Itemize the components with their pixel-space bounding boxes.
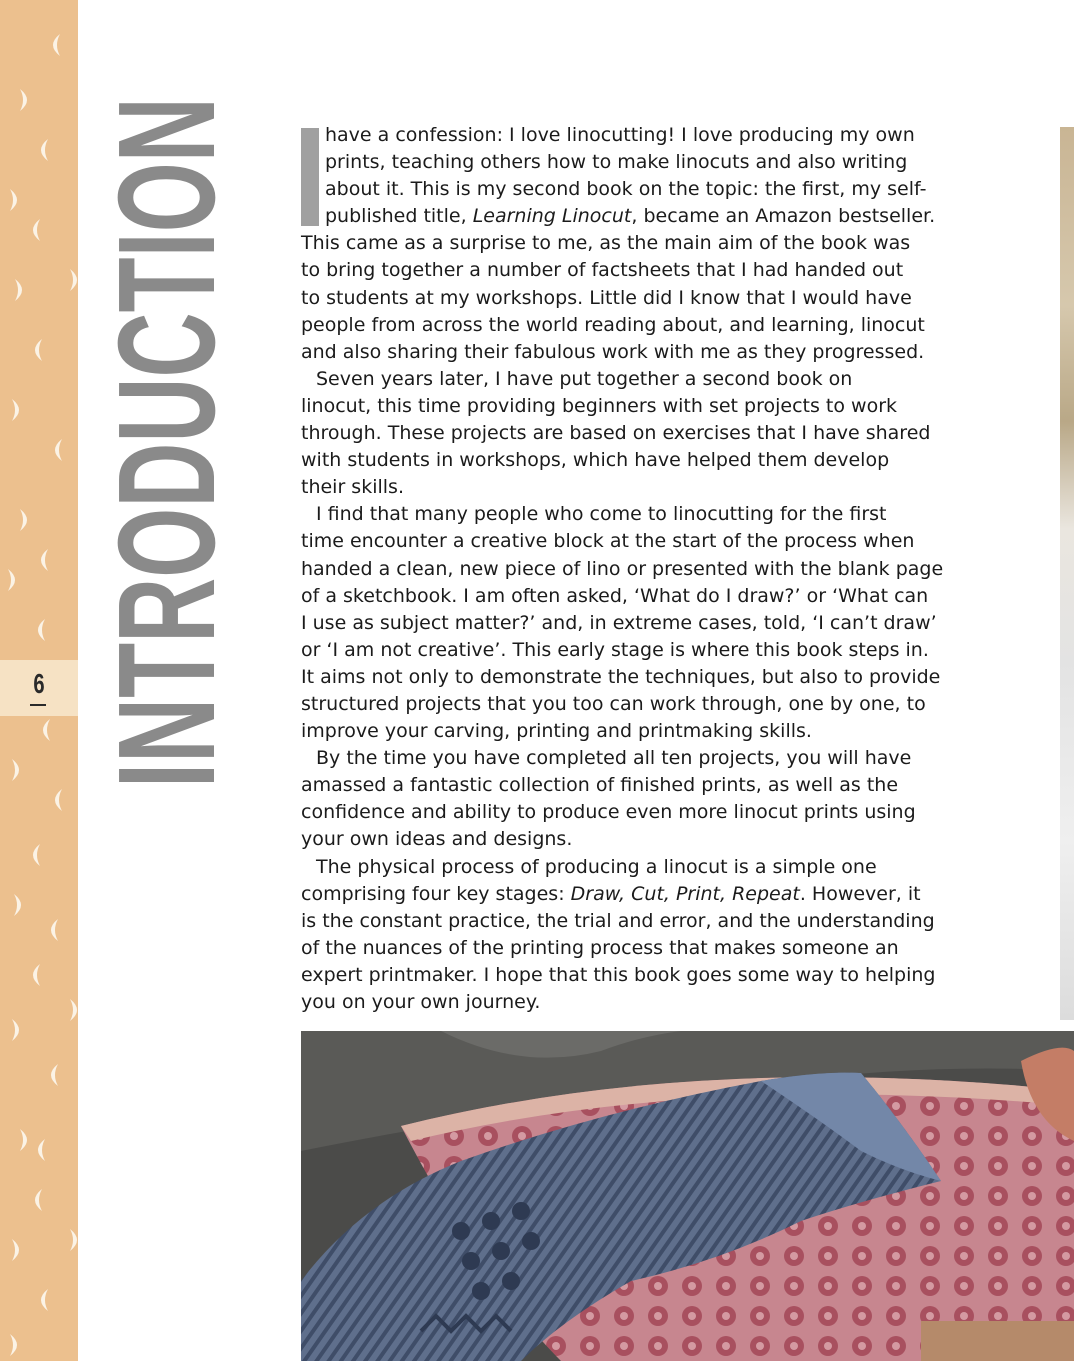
page-number-underline [30,704,46,706]
crescent-shape [33,219,40,241]
text-line [301,881,931,908]
book-title: Learning Linocut [472,205,632,228]
text-line: expert printmaker. I hope that this book goes some way to helping [301,963,936,986]
text-line: to bring together a number of factsheets that I had handed out [301,259,904,282]
crescent-shape [12,759,19,781]
paragraph-4 [301,745,931,853]
text-line: of a sketchbook. I am often asked, ‘What do I draw?’ or ‘What can [301,584,929,607]
paragraph-3 [301,501,944,745]
chapter-title [90,97,244,788]
crescent-shape [33,844,40,866]
crescent-shape [53,34,60,56]
text-segment: published title, [325,205,473,228]
four-stages: Draw, Cut, Print, Repeat [570,882,800,905]
text-segment: comprising four key stages: [301,882,571,905]
linocut-blocks-photo [301,1031,1074,1361]
text-line: with students in workshops, which have helped them develop [301,449,890,472]
crescent-shape [70,269,77,291]
chapter-title-text: INTRODUCTION [90,97,244,788]
crescent-shape [55,439,62,461]
text-line: This came as a surprise to me, as the main aim of the book was [301,232,911,255]
paragraph-2 [301,366,931,501]
text-line: your own ideas and designs. [301,828,573,851]
text-line: through. These projects are based on exercises that I have shared [301,422,931,445]
text-line: improve your carving, printing and printmaking skills. [301,720,812,743]
text-line: linocut, this time providing beginners with set projects to work [301,394,898,417]
crescent-shape [38,1139,45,1161]
crescent-shape [41,549,48,571]
text-line: their skills. [301,476,404,499]
text-line: you on your own journey. [301,991,541,1013]
crescent-shape [14,894,21,916]
text-segment: . However, it [799,882,921,905]
text-line: to students at my workshops. Little did I know that I would have [301,286,912,309]
crescent-shape [35,339,42,361]
linocut-photo-illustration [301,1031,1074,1361]
crescent-shape [35,1189,42,1211]
crescent-shape [10,1334,17,1356]
text-line: amassed a fantastic collection of finished prints, as well as the [301,774,899,797]
crescent-shape [55,789,62,811]
text-line: about it. This is my second book on the topic: the first, my self- [325,178,927,201]
text-line: have a confession: I love linocutting! I love producing my own [325,124,915,146]
text-line: I find that many people who come to linocutting for the first [316,503,887,526]
text-line: of the nuances of the printing process that makes someone an [301,936,899,959]
drop-cap [301,128,319,226]
crescent-shape [15,279,22,301]
text-line: and also sharing their fabulous work with me as they progressed. [301,340,925,363]
text-line: prints, teaching others how to make linocuts and also writing [325,151,908,174]
crescent-shape [20,89,27,111]
text-line: confidence and ability to produce even more linocut prints using [301,801,916,824]
crescent-shape [70,999,77,1021]
crescent-shape [43,719,50,741]
text-line: is the constant practice, the trial and error, and the understanding [301,909,935,932]
text-line: Seven years later, I have put together a second book on [316,367,853,390]
text-line: people from across the world reading about, and learning, linocut [301,313,925,336]
crescent-shape [8,569,15,591]
paragraph-1 [301,122,936,366]
text-line: structured projects that you too can work through, one by one, to [301,692,926,715]
text-line: handed a clean, new piece of lino or presented with the blank page [301,557,944,580]
crescent-shape [12,1239,19,1261]
text-line: I use as subject matter?’ and, in extreme cases, told, ‘I can’t draw’ [301,611,937,634]
facing-page-photo-edge [1060,127,1074,1020]
crescent-shape [51,919,58,941]
crescent-shape [10,189,17,211]
crescent-shape [12,399,19,421]
text-line: The physical process of producing a linocut is a simple one [316,855,877,878]
crescent-shape [41,139,48,161]
text-line: By the time you have completed all ten projects, you will have [316,747,912,770]
crescent-shape [20,509,27,531]
crescent-shape [33,964,40,986]
crescent-shape [51,1064,58,1086]
text-line: time encounter a creative block at the start of the process when [301,530,915,553]
crescent-shape [41,1289,48,1311]
text-line: or ‘I am not creative’. This early stage is where this book steps in. [301,638,929,661]
page-number: 6 [33,668,45,699]
text-line [301,203,936,230]
crescent-shape [38,619,45,641]
crescent-shape [70,1229,77,1251]
crescent-shape [20,1129,27,1151]
crescent-shape [12,1019,19,1041]
text-segment: , became an Amazon bestseller. [631,205,936,228]
paragraph-5 [301,854,936,1017]
text-line: It aims not only to demonstrate the techniques, but also to provide [301,665,941,688]
body-text [301,122,944,1016]
